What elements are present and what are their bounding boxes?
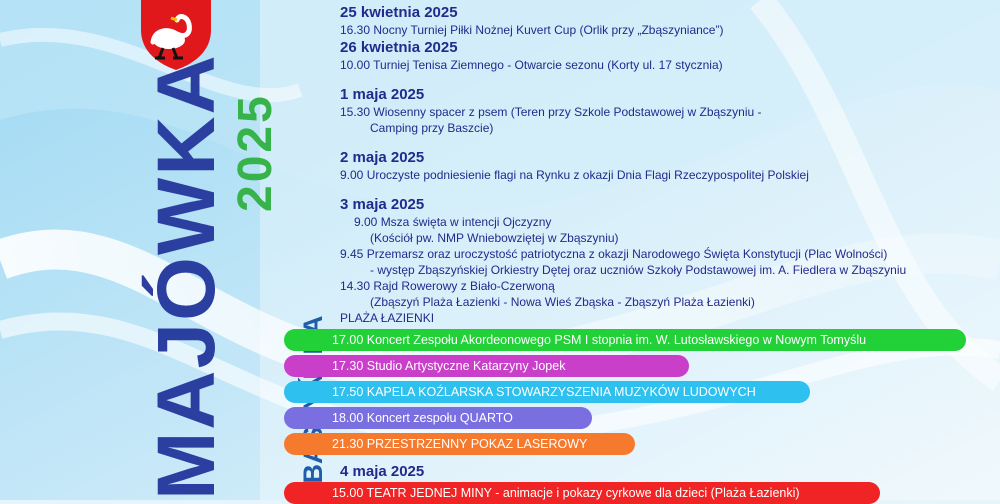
schedule-day	[340, 195, 980, 326]
event-line: 9.45 Przemarsz oraz uroczystość patriotyczna z okazji Narodowego Święta Konstytucji (Plac Wolności)	[340, 247, 888, 261]
title-majowka: MAJÓWKA	[141, 53, 232, 500]
venue-label: PLAŻA ŁAZIENKI	[340, 311, 435, 325]
event-line: 14.30 Rajd Rowerowy z Biało-Czerwoną	[340, 279, 555, 293]
event-bar-studio: 17.30 Studio Artystyczne Katarzyny Jopek	[284, 355, 689, 377]
event-line: 9.00 Msza święta w intencji Ojczyzny	[354, 215, 552, 229]
title-year: 2025	[229, 93, 282, 212]
event-line: Camping przy Baszcie)	[370, 121, 494, 135]
event-line: 9.00 Uroczyste podniesienie flagi na Rynku z okazji Dnia Flagi Rzeczypospolitej Polskiej	[340, 168, 809, 182]
schedule-day	[340, 148, 980, 183]
event-line: 15.30 Wiosenny spacer z psem (Teren przy Szkole Podstawowej w Zbąszyniu -	[340, 105, 762, 119]
event-bar-accordion: 17.00 Koncert Zespołu Akordeonowego PSM I stopnia im. W. Lutosławskiego w Nowym Tomyślu	[284, 329, 966, 351]
schedule-day	[340, 85, 980, 136]
schedule	[340, 3, 980, 326]
schedule-day	[340, 38, 980, 73]
event-line: (Zbąszyń Plaża Łazienki - Nowa Wieś Zbąska - Zbąszyń Plaża Łazienki)	[370, 295, 755, 309]
event-line: 10.00 Turniej Tenisa Ziemnego - Otwarcie sezonu (Korty ul. 17 stycznia)	[340, 58, 723, 72]
day-date: 1 maja 2025	[340, 86, 425, 103]
day-date: 2 maja 2025	[340, 149, 425, 166]
schedule-day	[340, 3, 980, 38]
day-date: 25 kwietnia 2025	[340, 4, 458, 21]
day-date: 4 maja 2025	[340, 463, 425, 480]
event-bar-laser: 21.30 PRZESTRZENNY POKAZ LASEROWY	[284, 433, 635, 455]
event-bar-quarto: 18.00 Koncert zespołu QUARTO	[284, 407, 592, 429]
event-line: 16.30 Nocny Turniej Piłki Nożnej Kuvert Cup (Orlik przy „Zbąszyniance”)	[340, 23, 724, 37]
event-line: - występ Zbąszyńskiej Orkiestry Dętej oraz uczniów Szkoły Podstawowej im. A. Fiedlera w Zbąszyniu	[370, 263, 907, 277]
event-bar-teatr: 15.00 TEATR JEDNEJ MINY - animacje i pokazy cyrkowe dla dzieci (Plaża Łazienki)	[284, 482, 880, 504]
event-bar-kapela: 17.50 KAPELA KOŹLARSKA STOWARZYSZENIA MUZYKÓW LUDOWYCH	[284, 381, 810, 403]
event-line: (Kościół pw. NMP Wniebowziętej w Zbąszyniu)	[370, 231, 619, 245]
day-date: 26 kwietnia 2025	[340, 39, 458, 56]
day-date: 3 maja 2025	[340, 196, 425, 213]
